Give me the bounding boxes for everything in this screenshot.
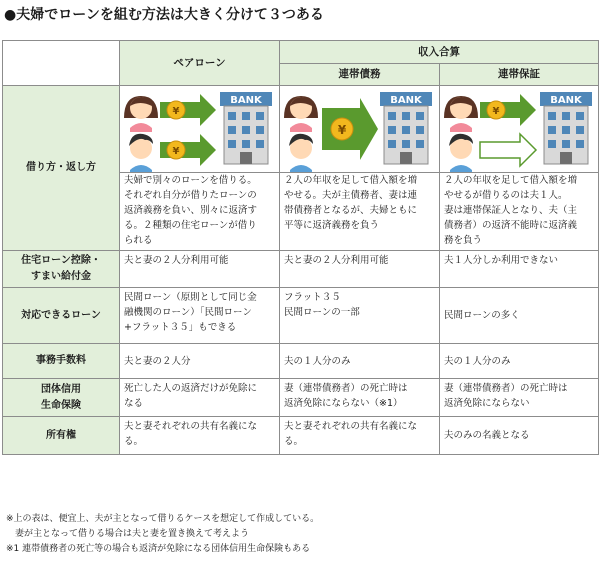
row-ownership [3,417,599,455]
cell [440,288,599,344]
page-title: ●夫婦でローンを組む方法は大きく分けて３つある [4,7,324,23]
cell-line: 民間ローンの一部 [284,307,360,318]
footnote-line: ※上の表は、便宜上、夫が主となって借りるケースを想定して作成している。 [6,514,320,524]
wife-person-icon [444,96,478,132]
row-label-fees [3,344,120,379]
cell-line: 帯債務者となるが、夫婦ともに [284,205,418,216]
cell-line: 妻（連帯債務者）の死亡時は [284,383,408,394]
cell-line: 死亡した人の返済だけが免除に [124,383,258,394]
cell-line: 夫の１人分のみ [444,355,511,367]
cell-line: 夫のみの名義となる [444,430,530,441]
header-income-sum: 収入合算 [280,41,599,64]
cell [280,379,440,417]
cell-line: る。 [124,436,144,447]
illustration-joint-guarantee [440,86,599,173]
row-label-line: 事務手数料 [36,355,86,366]
header-row-1 [3,41,599,64]
cell-line: 民間ローンの多く [444,310,520,321]
wife-person-icon [284,96,318,132]
cell-line: やせるが借りるのは夫１人。 [444,190,568,201]
illustration-joint-debt [280,86,440,173]
cell-line: 夫と妻の２人分 [124,355,191,367]
yen-coin-icon [480,94,536,126]
combined-yen-arrow-icon [322,98,378,160]
cell [440,251,599,288]
svg-text:BANK: BANK [230,95,262,106]
cell-line: 平等に返済義務を負う [284,220,380,231]
cell-line: 妻（連帯債務者）の死亡時は [444,383,568,394]
husband-person-icon [289,134,313,172]
cell-line: 返済免除にならない（※1） [284,398,403,409]
row-loan-types [3,288,599,344]
cell-line: それぞれ自分が借りたローンの [124,190,257,201]
cell [120,251,280,288]
row-label-line: 所有権 [46,429,76,441]
cell [120,379,280,417]
header-pair-loan: ペアローン [120,41,280,86]
cell-line: 夫と妻の２人分利用可能 [124,255,229,266]
row-fees [3,344,599,379]
header-joint-guarantee: 連帯保証 [440,64,599,86]
cell [440,344,599,379]
cell-line: 夫１人分しか利用できない [444,255,559,266]
corner-cell [3,41,120,86]
cell-line: 妻は連帯保証人となり、夫（主 [444,205,578,216]
svg-text:¥: ¥ [172,146,180,157]
wife-person-icon [124,96,158,132]
row-tax-credit [3,251,599,288]
cell-line: ２人の年収を足して借入額を増 [284,175,418,186]
cell [280,417,440,455]
cell-line: 融機関のローン）「民間ローン [124,307,252,318]
cell-line: やせる。夫が主債務者、妻は連 [284,190,418,201]
loan-comparison-table [2,40,599,455]
svg-text:¥: ¥ [492,106,500,117]
footnote-line: ※1 連帯債務者の死亡等の場合も返済が免除になる団体信用生命保険もある [6,544,311,554]
row-label-loan-types [3,288,120,344]
cell-line: 夫の１人分のみ [284,355,351,367]
husband-person-icon [129,134,153,172]
cell-line: られる [124,235,153,246]
cell-joint-debt-text [280,173,440,251]
husband-person-icon [449,134,473,172]
row-label-tax-credit [3,251,120,288]
svg-text:BANK: BANK [390,95,422,106]
cell-line: 夫と妻それぞれの共有名義にな [124,421,258,432]
cell-line: 夫と妻それぞれの共有名義にな [284,421,418,432]
joint-debt-illustration [280,86,438,172]
cell-line: る。 [284,436,304,447]
footnotes [6,512,596,557]
row-label-line: すまい給付金 [31,271,91,282]
cell-joint-guarantee-text [440,173,599,251]
cell-line: フラット３５ [284,292,341,303]
row-borrowing [3,86,599,173]
row-label-ownership [3,417,120,455]
cell [120,417,280,455]
yen-coin-icon [160,94,216,126]
cell-line: なる [124,398,144,409]
cell [120,344,280,379]
illustration-pair-loan [120,86,280,173]
row-label-line: 住宅ローン控除・ [21,255,101,266]
cell-line: 務を負う [444,235,483,246]
bank-icon [380,92,432,164]
cell-pair-loan-text [120,173,280,251]
bank-icon [540,92,592,164]
cell [280,288,440,344]
cell-line: 債務者）の返済不能時に返済義 [444,220,578,231]
cell-line: ２人の年収を足して借入額を増 [444,175,578,186]
empty-arrow-icon [480,134,536,166]
row-label-line: 生命保険 [41,399,81,411]
row-life-insurance [3,379,599,417]
row-label-borrowing [3,86,120,251]
row-label-line: 対応できるローン [21,309,101,321]
cell-line: 返済免除にならない [444,398,530,409]
cell-line: る。２種類の住宅ローンが借り [124,220,257,231]
cell-line: +フラット３５」もできる [124,322,237,333]
joint-guarantee-illustration [440,86,597,172]
cell [440,417,599,455]
cell [120,288,280,344]
svg-text:BANK: BANK [550,95,582,106]
cell-line: 民間ローン（原則として同じ金 [124,292,257,303]
bank-icon [220,92,272,164]
yen-coin-icon [160,134,216,166]
footnote-line: 妻が主となって借りる場合は夫と妻を置き換えて考えよう [6,529,250,539]
svg-text:¥: ¥ [172,106,180,117]
cell [440,379,599,417]
row-label-line: 借り方・返し方 [26,162,96,173]
row-label-line: 団体信用 [41,383,81,395]
cell-line: 夫と妻の２人分利用可能 [284,255,389,266]
svg-text:¥: ¥ [337,123,347,137]
cell-line: 夫婦で別々のローンを借りる。 [124,175,257,186]
cell [280,251,440,288]
cell [280,344,440,379]
pair-loan-illustration [120,86,278,172]
cell-line: 返済義務を負い、別々に返済す [124,205,258,216]
row-label-life-insurance [3,379,120,417]
header-joint-debt: 連帯債務 [280,64,440,86]
